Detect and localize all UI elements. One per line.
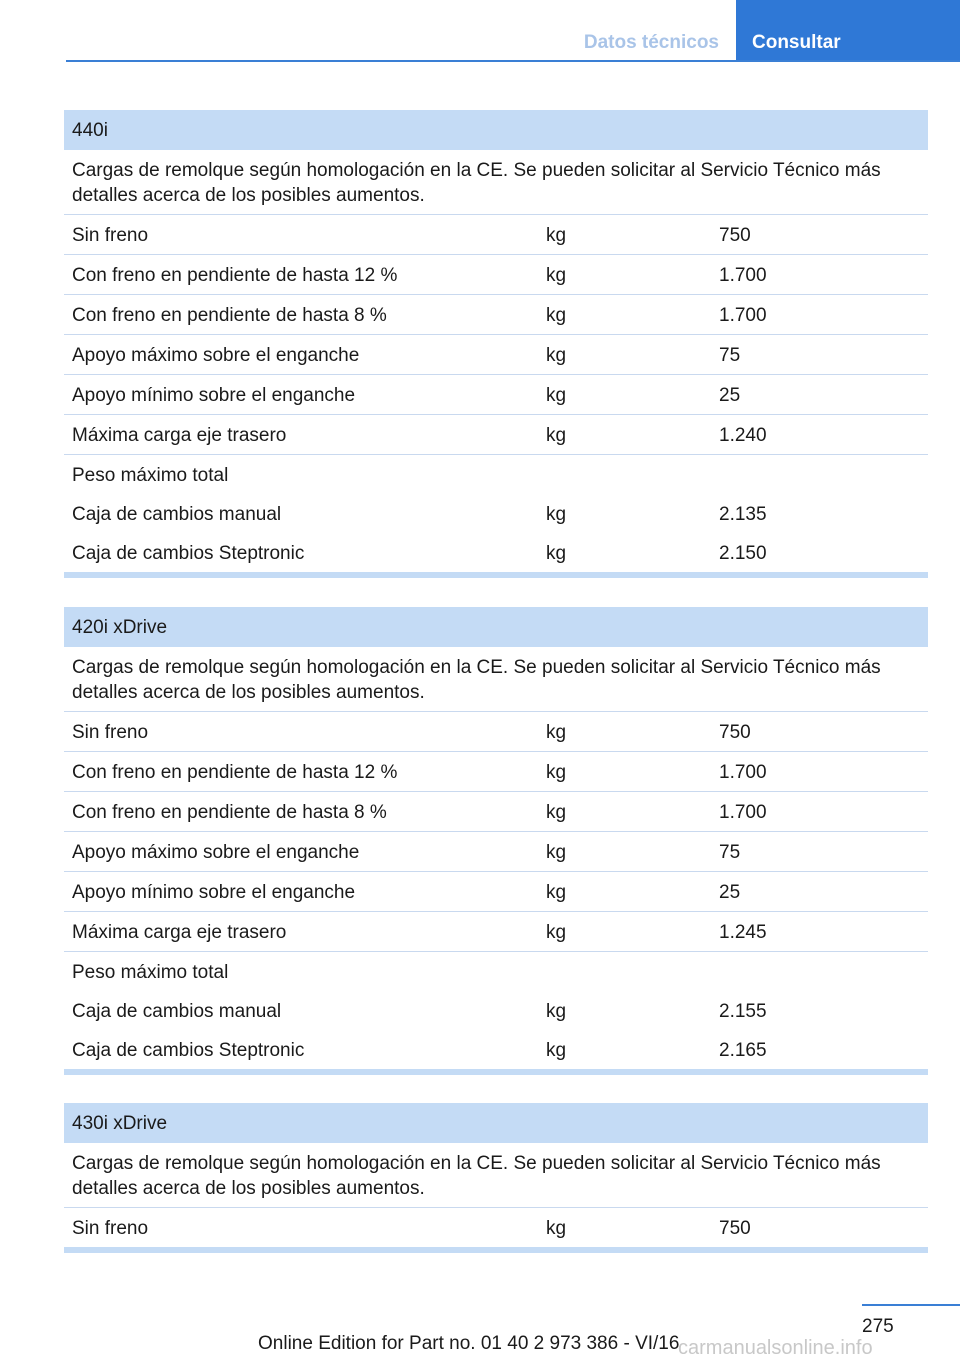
- row-value: 75: [719, 345, 741, 366]
- table-row: [64, 533, 928, 572]
- model-name: 430i xDrive: [72, 1113, 168, 1134]
- header-divider: [66, 60, 960, 62]
- model-name: 440i: [72, 120, 108, 141]
- table-end-bar: [64, 572, 928, 578]
- table-440i: [64, 110, 928, 578]
- table-model-header: [64, 607, 928, 647]
- row-value: 750: [719, 722, 751, 743]
- row-label: Máxima carga eje trasero: [72, 922, 287, 943]
- table-420i-xdrive: [64, 607, 928, 1075]
- row-unit: kg: [546, 385, 567, 406]
- table-row: [64, 872, 928, 912]
- row-value: 750: [719, 225, 751, 246]
- table-row: [64, 215, 928, 255]
- row-unit: kg: [546, 802, 567, 823]
- row-value: 1.700: [719, 265, 767, 286]
- row-unit: kg: [546, 922, 567, 943]
- consult-tab[interactable]: [736, 0, 960, 62]
- table-row: [64, 455, 928, 494]
- table-row: [64, 1208, 928, 1247]
- row-label: Sin freno: [72, 1218, 149, 1239]
- row-unit: kg: [546, 722, 567, 743]
- row-value: 1.700: [719, 762, 767, 783]
- table-model-header: [64, 110, 928, 150]
- row-label: Caja de cambios Steptronic: [72, 1040, 305, 1061]
- footer-divider: [862, 1304, 960, 1306]
- row-label: Con freno en pendiente de hasta 8 %: [72, 802, 387, 823]
- table-row: [64, 255, 928, 295]
- table-row: [64, 712, 928, 752]
- row-unit: kg: [546, 762, 567, 783]
- row-value: 2.155: [719, 1001, 767, 1022]
- table-note: Cargas de remolque según homologación en la CE. Se pueden solicitar al Servicio Técnico más detalles acerca de los posibles aumentos.: [64, 647, 928, 712]
- row-label: Con freno en pendiente de hasta 8 %: [72, 305, 387, 326]
- row-label: Caja de cambios Steptronic: [72, 543, 305, 564]
- table-note: Cargas de remolque según homologación en la CE. Se pueden solicitar al Servicio Técnico más detalles acerca de los posibles aumentos.: [64, 1143, 928, 1208]
- table-model-header: [64, 1103, 928, 1143]
- table-430i-xdrive: [64, 1103, 928, 1253]
- row-value: 2.150: [719, 543, 767, 564]
- row-label: Máxima carga eje trasero: [72, 425, 287, 446]
- row-value: 2.135: [719, 504, 767, 525]
- table-note: Cargas de remolque según homologación en la CE. Se pueden solicitar al Servicio Técnico más detalles acerca de los posibles aumentos.: [64, 150, 928, 215]
- row-value: 25: [719, 882, 741, 903]
- consult-tab-label: Consultar: [752, 32, 841, 53]
- table-row: [64, 752, 928, 792]
- row-value: 25: [719, 385, 741, 406]
- table-row: [64, 991, 928, 1030]
- page-number: 275: [862, 1316, 894, 1337]
- table-row: [64, 335, 928, 375]
- row-label: Con freno en pendiente de hasta 12 %: [72, 762, 398, 783]
- row-unit: kg: [546, 842, 567, 863]
- table-row: [64, 912, 928, 952]
- row-label: Peso máximo total: [72, 962, 229, 983]
- row-value: 1.700: [719, 305, 767, 326]
- table-row: [64, 415, 928, 455]
- row-value: 750: [719, 1218, 751, 1239]
- row-unit: kg: [546, 1040, 567, 1061]
- row-unit: kg: [546, 265, 567, 286]
- row-unit: kg: [546, 1218, 567, 1239]
- row-value: 1.240: [719, 425, 767, 446]
- row-unit: kg: [546, 225, 567, 246]
- table-end-bar: [64, 1247, 928, 1253]
- row-unit: kg: [546, 882, 567, 903]
- row-unit: kg: [546, 543, 567, 564]
- row-label: Apoyo máximo sobre el enganche: [72, 345, 360, 366]
- table-row: [64, 375, 928, 415]
- row-label: Caja de cambios manual: [72, 1001, 282, 1022]
- row-unit: kg: [546, 305, 567, 326]
- row-label: Peso máximo total: [72, 465, 229, 486]
- row-label: Apoyo mínimo sobre el enganche: [72, 385, 356, 406]
- table-row: [64, 295, 928, 335]
- page-header: [0, 0, 960, 62]
- row-unit: kg: [546, 1001, 567, 1022]
- model-name: 420i xDrive: [72, 617, 168, 638]
- row-unit: kg: [546, 345, 567, 366]
- row-label: Caja de cambios manual: [72, 504, 282, 525]
- table-row: [64, 792, 928, 832]
- row-unit: kg: [546, 425, 567, 446]
- table-row: [64, 494, 928, 533]
- row-label: Sin freno: [72, 225, 149, 246]
- row-label: Apoyo máximo sobre el enganche: [72, 842, 360, 863]
- table-end-bar: [64, 1069, 928, 1075]
- row-label: Apoyo mínimo sobre el enganche: [72, 882, 356, 903]
- row-value: 1.700: [719, 802, 767, 823]
- watermark: carmanualsonline.info: [678, 1337, 873, 1359]
- edition-text: Online Edition for Part no. 01 40 2 973 386 - VI/16: [258, 1333, 680, 1354]
- row-label: Sin freno: [72, 722, 149, 743]
- section-title: Datos técnicos: [583, 32, 719, 53]
- row-value: 2.165: [719, 1040, 767, 1061]
- row-value: 75: [719, 842, 741, 863]
- table-row: [64, 1030, 928, 1069]
- row-label: Con freno en pendiente de hasta 12 %: [72, 265, 398, 286]
- table-row: [64, 832, 928, 872]
- row-value: 1.245: [719, 922, 767, 943]
- table-row: [64, 952, 928, 991]
- row-unit: kg: [546, 504, 567, 525]
